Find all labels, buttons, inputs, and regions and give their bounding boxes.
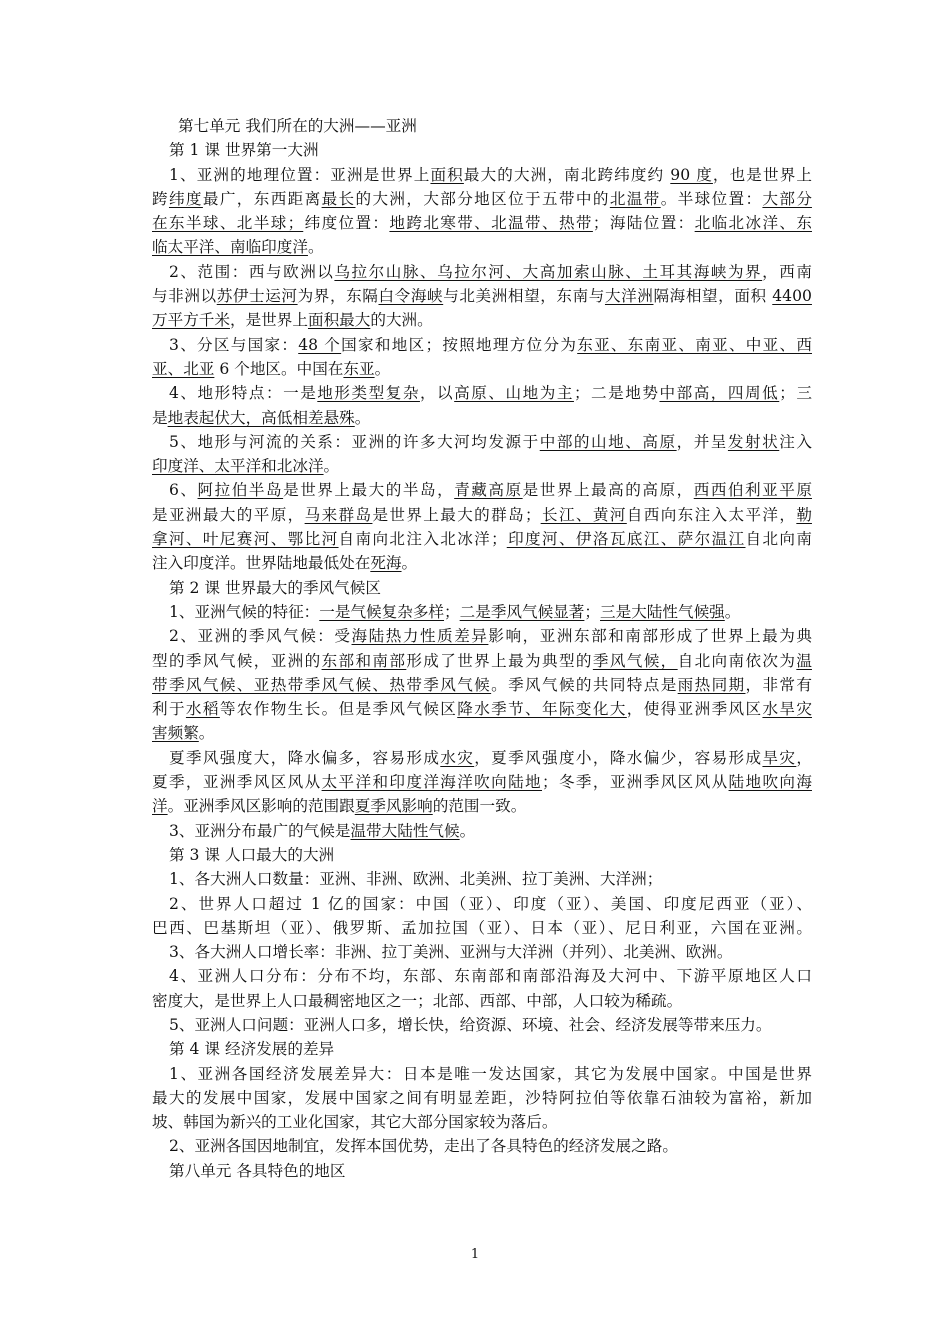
page-number: 1 — [470, 1247, 480, 1262]
text-segment: 是亚洲最大的平原， — [152, 505, 305, 524]
text-segment: 自西向东注入太平洋， — [626, 505, 797, 524]
underlined-term: 中部高，四周低 — [659, 384, 780, 403]
text-line — [152, 819, 812, 843]
underlined-term: 苏伊士运河 — [216, 287, 298, 306]
underlined-term: 二是季风气候显著 — [459, 602, 585, 621]
text-line — [152, 138, 812, 162]
text-segment: ；冬季，亚洲季风区风从 — [542, 773, 729, 792]
text-line — [152, 1062, 812, 1086]
text-segment: 影响，亚洲东部和南部形成了世界上最为典 — [488, 627, 812, 646]
underlined-term: 一是气候复杂多样 — [319, 602, 445, 621]
text-line — [152, 308, 812, 332]
text-line — [152, 163, 812, 187]
underlined-term: 温带大陆性气候 — [350, 821, 460, 840]
text-line — [152, 357, 812, 381]
text-segment: ，夏季风强度小，降水偏少，容易形成 — [474, 748, 763, 767]
underlined-term: 万平方千米 — [152, 311, 230, 330]
text-segment: 第 3 课 人口最大的大洲 — [169, 845, 335, 864]
text-segment: 2、亚洲各国因地制宜，发挥本国优势，走出了各具特色的经济发展之路。 — [169, 1137, 678, 1156]
text-segment: 。 — [198, 724, 215, 743]
underlined-term: 拿河、叶尼赛河、鄂比河 — [152, 530, 339, 549]
underlined-term: 降水季节、年际变化大 — [457, 700, 627, 719]
text-segment: 。 — [724, 602, 741, 621]
text-line — [152, 478, 812, 502]
text-segment: ，西南 — [762, 262, 812, 281]
text-line — [152, 794, 812, 818]
text-segment: 最大的发展中国家，发展中国家之间有明显差距，沙特阿拉伯等依靠石油较为富裕，新加 — [152, 1088, 812, 1107]
text-segment: 1、亚洲的地理位置：亚洲是世界上 — [169, 165, 431, 184]
text-line — [152, 114, 812, 138]
underlined-term: 发射状 — [727, 432, 780, 451]
underlined-term: 季风气候， — [592, 651, 678, 670]
text-segment: ；二是地势 — [573, 384, 660, 403]
underlined-term: 48 个 — [298, 335, 342, 354]
text-segment: ， — [796, 748, 812, 767]
underlined-term: 北温带 — [609, 189, 661, 208]
underlined-term: 西西伯利亚平原 — [693, 481, 812, 500]
text-segment: 1、亚洲各国经济发展差异大：日本是唯一发达国家，其它为发展中国家。中国是世界 — [169, 1064, 812, 1083]
text-line — [152, 892, 812, 916]
text-segment: 第八单元 各具特色的地区 — [169, 1161, 346, 1180]
text-line — [152, 260, 812, 284]
text-segment: ；海陆位置： — [592, 214, 695, 233]
text-segment: 。 — [307, 238, 324, 257]
text-line — [152, 964, 812, 988]
text-segment: ； — [584, 602, 601, 621]
underlined-term: 纬度 — [168, 189, 203, 208]
underlined-term: 乌拉尔山脉、乌拉尔河、大高加索山脉、土耳其海峡为界 — [334, 262, 763, 281]
underlined-term: 最长 — [321, 189, 356, 208]
text-segment: 的范围一致。 — [432, 797, 527, 816]
text-line — [152, 284, 812, 308]
underlined-term: 中部的山地、高原 — [539, 432, 677, 451]
underlined-term: 太平洋和印度洋海洋吹向陆地 — [321, 773, 543, 792]
text-line — [152, 649, 812, 673]
text-line — [152, 746, 812, 770]
text-line — [152, 624, 812, 648]
text-line — [152, 551, 812, 575]
underlined-term: 陆地吹向海 — [728, 773, 812, 792]
underlined-term: 害频繁 — [152, 724, 199, 743]
text-segment: 利于 — [152, 700, 186, 719]
text-line — [152, 527, 812, 551]
text-segment: 6、 — [169, 481, 198, 500]
text-line — [152, 1134, 812, 1158]
underlined-term: 海陆热力性质差异 — [351, 627, 489, 646]
underlined-term: 三是大陆性气候强 — [600, 602, 725, 621]
text-segment: 密度大，是世界上人口最稠密地区之一；北部、西部、中部，人口较为稀疏。 — [152, 991, 683, 1010]
text-segment: 第 2 课 世界最大的季风气候区 — [169, 578, 381, 597]
underlined-term: 青藏高原 — [454, 481, 523, 500]
text-segment: 纬度位置： — [303, 214, 390, 233]
text-segment: 5、亚洲人口问题：亚洲人口多，增长快，给资源、环境、社会、经济发展等带来压力。 — [169, 1015, 772, 1034]
text-segment: 4、亚洲人口分布：分布不均，东部、东南部和南部沿海及大河中、下游平原地区人口 — [169, 967, 812, 986]
underlined-term: 长江、黄河 — [540, 505, 627, 524]
text-line — [152, 600, 812, 624]
text-line — [152, 843, 812, 867]
text-line — [152, 1037, 812, 1061]
text-line — [152, 235, 812, 259]
text-segment: 自北向南依次为 — [677, 651, 797, 670]
text-line — [152, 503, 812, 527]
text-segment: 。 — [459, 821, 476, 840]
text-segment: 1、各大洲人口数量：亚洲、非洲、欧洲、北美洲、拉丁美洲、大洋洲； — [169, 870, 663, 889]
underlined-term: 印度河、伊洛瓦底江、萨尔温江 — [506, 530, 746, 549]
underlined-term: 温 — [796, 651, 812, 670]
text-segment: 第七单元 我们所在的大洲——亚洲 — [178, 117, 417, 135]
underlined-term: 面积最大 — [307, 311, 371, 330]
underlined-term: 面积 — [430, 165, 464, 184]
text-line — [152, 940, 812, 964]
text-segment: 。 — [374, 359, 391, 378]
text-segment: 第 1 课 世界第一大洲 — [169, 141, 319, 160]
underlined-term: 大洋洲 — [604, 287, 654, 306]
text-segment: 2、范围：西与欧洲以 — [169, 262, 335, 281]
text-line — [152, 916, 812, 940]
text-segment: ，并呈 — [676, 432, 728, 451]
text-segment: 的大洲。 — [370, 311, 433, 330]
text-segment: 与非洲以 — [152, 287, 217, 306]
text-segment: 是世界上最大的半岛， — [283, 481, 455, 500]
underlined-term: 4400 — [772, 287, 812, 306]
text-segment: 等农作物生长。但是季风气候区 — [219, 700, 458, 719]
text-segment: 坡、韩国为新兴的工业化国家，其它大部分国家较为落后。 — [152, 1113, 558, 1132]
text-segment: 是世界上最大的群岛； — [372, 505, 541, 524]
text-segment: 第 4 课 经济发展的差异 — [169, 1040, 335, 1059]
text-segment: 1、亚洲气候的特征： — [169, 602, 320, 621]
underlined-term: 大部分 — [762, 189, 812, 208]
text-segment: 。 — [354, 408, 371, 427]
text-segment: ；三 — [779, 384, 812, 403]
underlined-term: 北临北冰洋、东 — [694, 214, 812, 233]
underlined-term: 东亚、东南亚、南亚、中亚、西 — [577, 335, 812, 354]
underlined-term: 水稻 — [185, 700, 220, 719]
underlined-term: 旱灾 — [762, 748, 797, 767]
text-line — [152, 989, 812, 1013]
text-segment: 国家和地区；按照地理方位分为 — [341, 335, 578, 354]
text-segment: ，非常有 — [745, 675, 812, 694]
underlined-term: 亚、北亚 — [152, 359, 215, 378]
text-segment: 注入印度洋。世界陆地最低处在 — [152, 554, 371, 573]
text-segment: 最广，东西距离 — [202, 189, 322, 208]
text-line — [152, 406, 812, 430]
text-segment: 是 — [152, 408, 168, 427]
text-segment: 6 个地区。中国在 — [214, 359, 344, 378]
text-line — [152, 867, 812, 891]
underlined-term: 水旱灾 — [762, 700, 812, 719]
text-segment: 5、地形与河流的关系：亚洲的许多大河均发源于 — [169, 432, 540, 451]
text-line — [152, 1013, 812, 1037]
underlined-term: 90 度 — [670, 165, 713, 184]
text-line — [152, 211, 812, 235]
text-line — [152, 187, 812, 211]
underlined-term: 东亚 — [343, 359, 375, 378]
text-line — [152, 454, 812, 478]
underlined-term: 地跨北寒带、北温带、热带 — [389, 214, 593, 233]
text-segment: 3、分区与国家： — [169, 335, 299, 354]
text-line — [152, 697, 812, 721]
text-line — [152, 1110, 812, 1134]
text-segment: 。亚洲季风区影响的范围跟 — [167, 797, 355, 816]
text-segment: 。 — [323, 457, 340, 476]
text-segment: 2、世界人口超过 1 亿的国家：中国（亚）、印度（亚）、美国、印度尼西亚（亚）、 — [169, 894, 812, 913]
text-segment: 隔海相望，面积 — [653, 287, 773, 306]
text-segment: 型的季风气候，亚洲的 — [152, 651, 322, 670]
text-segment: 巴西、巴基斯坦（亚）、俄罗斯、孟加拉国（亚）、日本（亚）、尼日利亚，六国在亚洲。 — [152, 918, 812, 937]
underlined-term: 地形类型复杂 — [317, 384, 420, 403]
text-segment: 自南向北注入北冰洋； — [338, 530, 507, 549]
text-segment: 的大洲，大部分地区位于五带中的 — [355, 189, 610, 208]
text-line — [152, 770, 812, 794]
text-line — [152, 673, 812, 697]
underlined-term: 高原、山地为主 — [454, 384, 574, 403]
underlined-term: 地表起伏大，高低相差悬殊 — [167, 408, 355, 427]
text-segment: 3、各大洲人口增长率：非洲、拉丁美洲、亚洲与大洋洲（并列）、北美洲、欧洲。 — [169, 943, 733, 962]
text-segment: 是世界上最高的高原， — [522, 481, 694, 500]
underlined-term: 印度洋、太平洋和北冰洋 — [152, 457, 324, 476]
underlined-term: 马来群岛 — [304, 505, 373, 524]
text-segment: 3、亚洲分布最广的气候是 — [169, 821, 351, 840]
text-segment: 与北美洲相望，东南与 — [443, 287, 605, 306]
underlined-term: 带季风气候、亚热带季风气候、热带季风气候 — [152, 675, 492, 694]
text-line — [152, 333, 812, 357]
text-segment: ，以 — [419, 384, 455, 403]
underlined-term: 在东半球、北半球； — [152, 214, 304, 233]
text-line — [152, 721, 812, 745]
underlined-term: 死海 — [370, 554, 402, 573]
text-line — [152, 1086, 812, 1110]
text-segment: 。半球位置： — [660, 189, 763, 208]
text-segment: 自北向南 — [745, 530, 812, 549]
underlined-term: 洋 — [152, 797, 168, 816]
text-segment: 跨 — [152, 189, 169, 208]
text-segment: ，使得亚洲季风区 — [626, 700, 763, 719]
underlined-term: 水灾 — [440, 748, 475, 767]
document-body — [152, 114, 812, 1183]
text-line — [152, 430, 812, 454]
text-segment: 2、亚洲的季风气候：受 — [169, 627, 352, 646]
text-segment: 。 — [401, 554, 418, 573]
text-segment: 4、地形特点：一是 — [169, 384, 318, 403]
text-segment: 夏季风强度大，降水偏多，容易形成 — [169, 748, 441, 767]
text-line — [152, 576, 812, 600]
underlined-term: 阿拉伯半岛 — [197, 481, 284, 500]
underlined-term: 白令海峡 — [378, 287, 444, 306]
underlined-term: 夏季风影响 — [354, 797, 433, 816]
text-segment: ，也是世界上 — [712, 165, 812, 184]
underlined-term: 临太平洋、南临印度洋 — [152, 238, 308, 257]
text-segment: 为界，东隔 — [297, 287, 379, 306]
underlined-term: 勒 — [796, 505, 812, 524]
text-segment: 形成了世界上最为典型的 — [406, 651, 593, 670]
text-segment: 注入 — [779, 432, 812, 451]
underlined-term: 东部和南部 — [321, 651, 407, 670]
text-segment: 。季风气候的共同特点是 — [491, 675, 678, 694]
text-segment: ，是世界上 — [229, 311, 308, 330]
text-segment: ； — [444, 602, 460, 621]
text-line — [152, 1159, 812, 1183]
text-line — [152, 381, 812, 405]
text-segment: 最大的大洲，南北跨纬度约 — [463, 165, 671, 184]
text-segment: 夏季，亚洲季风区风从 — [152, 773, 322, 792]
underlined-term: 雨热同期 — [677, 675, 746, 694]
